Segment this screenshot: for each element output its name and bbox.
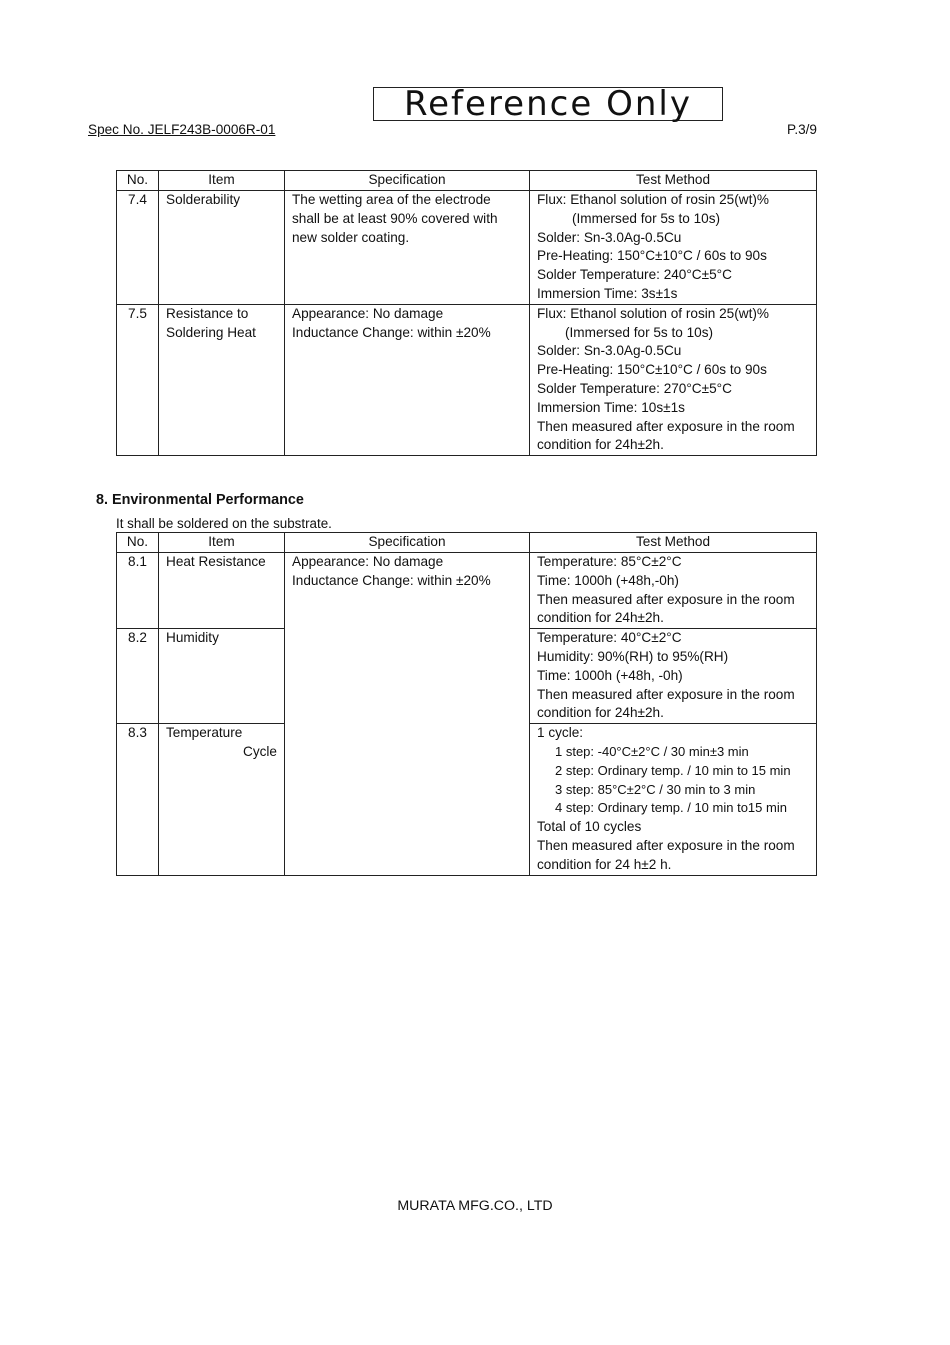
method-line: Immersion Time: 3s±1s — [537, 285, 678, 301]
method-line: Solder: Sn-3.0Ag-0.5Cu — [537, 229, 682, 245]
spec-line: Appearance: No damage — [292, 554, 444, 569]
method-line: Pre-Heating: 150°C±10°C / 60s to 90s — [537, 248, 767, 264]
spec-number: Spec No. JELF243B-0006R-01 — [88, 122, 276, 137]
method-line: Solder: Sn-3.0Ag-0.5Cu — [537, 343, 682, 359]
method-line: Immersion Time: 10s±1s — [537, 399, 685, 415]
method-line: Temperature: 40°C±2°C — [537, 630, 682, 646]
row-test-method — [530, 629, 817, 724]
item-line: Temperature — [166, 725, 243, 741]
item-line: Soldering Heat — [166, 324, 256, 340]
method-line: 3 step: 85°C±2°C / 30 min to 3 min — [555, 781, 756, 797]
method-line: Solder Temperature: 270°C±5°C — [537, 380, 732, 396]
spec-line: Appearance: No damage — [292, 305, 444, 321]
row-no: 7.5 — [117, 304, 159, 455]
shared-specification — [285, 553, 530, 876]
method-line: (Immersed for 5s to 10s) — [565, 324, 714, 340]
row-test-method — [530, 553, 817, 629]
table-header-row — [117, 171, 817, 191]
section-title: 8. Environmental Performance — [96, 492, 304, 508]
reference-only-stamp — [373, 84, 723, 124]
col-header-specification: Specification — [285, 533, 530, 553]
row-test-method — [530, 191, 817, 305]
row-no: 7.4 — [117, 191, 159, 305]
method-line: Then measured after exposure in the room — [537, 837, 795, 853]
method-line: condition for 24h±2h. — [537, 610, 664, 626]
col-header-no: No. — [117, 533, 159, 553]
row-no: 8.3 — [117, 724, 159, 875]
item-line: Cycle — [243, 743, 277, 759]
section-note: It shall be soldered on the substrate. — [116, 516, 332, 531]
row-specification — [285, 304, 530, 455]
method-line: 2 step: Ordinary temp. / 10 min to 15 min — [555, 762, 791, 778]
method-line: condition for 24 h±2 h. — [537, 856, 672, 872]
method-line: 1 cycle: — [537, 725, 584, 741]
col-header-test-method: Test Method — [530, 171, 817, 191]
col-header-item: Item — [159, 171, 285, 191]
col-header-test-method: Test Method — [530, 533, 817, 553]
method-line: Time: 1000h (+48h,-0h) — [537, 572, 679, 588]
method-line: 1 step: -40°C±2°C / 30 min±3 min — [555, 743, 749, 759]
company-footer: MURATA MFG.CO., LTD — [397, 1198, 553, 1214]
row-test-method — [530, 724, 817, 875]
row-item — [159, 304, 285, 455]
method-line: Time: 1000h (+48h, -0h) — [537, 667, 683, 683]
row-item — [159, 724, 285, 875]
row-test-method — [530, 304, 817, 455]
item-line: Solderability — [166, 192, 241, 207]
method-line: Temperature: 85°C±2°C — [537, 554, 682, 569]
row-item — [159, 629, 285, 724]
table-row — [117, 553, 817, 629]
solderability-table — [116, 170, 817, 456]
method-line: Solder Temperature: 240°C±5°C — [537, 267, 732, 283]
environmental-performance-table — [116, 532, 817, 876]
spec-line: new solder coating. — [292, 229, 410, 245]
row-no: 8.2 — [117, 629, 159, 724]
spec-line: The wetting area of the electrode — [292, 192, 491, 207]
method-line: Then measured after exposure in the room — [537, 591, 795, 607]
table-row — [117, 304, 817, 455]
method-line: (Immersed for 5s to 10s) — [572, 210, 721, 226]
table-header-row — [117, 533, 817, 553]
method-line: Flux: Ethanol solution of rosin 25(wt)% — [537, 305, 769, 321]
method-line: Then measured after exposure in the room — [537, 686, 795, 702]
row-item — [159, 553, 285, 629]
method-line: Humidity: 90%(RH) to 95%(RH) — [537, 648, 729, 664]
row-no: 8.1 — [117, 553, 159, 629]
reference-only-label: Reference Only — [404, 84, 692, 124]
method-line: Pre-Heating: 150°C±10°C / 60s to 90s — [537, 362, 767, 378]
spec-line: Inductance Change: within ±20% — [292, 324, 491, 340]
item-line: Heat Resistance — [166, 554, 266, 569]
row-item — [159, 191, 285, 305]
method-line: Flux: Ethanol solution of rosin 25(wt)% — [537, 192, 769, 207]
col-header-no: No. — [117, 171, 159, 191]
col-header-specification: Specification — [285, 171, 530, 191]
item-line: Humidity — [166, 630, 219, 646]
method-line: Total of 10 cycles — [537, 819, 642, 835]
row-specification — [285, 191, 530, 305]
table-row — [117, 191, 817, 305]
method-line: Then measured after exposure in the room — [537, 418, 795, 434]
col-header-item: Item — [159, 533, 285, 553]
spec-line: Inductance Change: within ±20% — [292, 572, 491, 588]
spec-line: shall be at least 90% covered with — [292, 210, 498, 226]
method-line: condition for 24h±2h. — [537, 437, 664, 453]
item-line: Resistance to — [166, 305, 249, 321]
page-number: P.3/9 — [787, 122, 817, 137]
method-line: condition for 24h±2h. — [537, 705, 664, 721]
method-line: 4 step: Ordinary temp. / 10 min to15 min — [555, 800, 787, 816]
